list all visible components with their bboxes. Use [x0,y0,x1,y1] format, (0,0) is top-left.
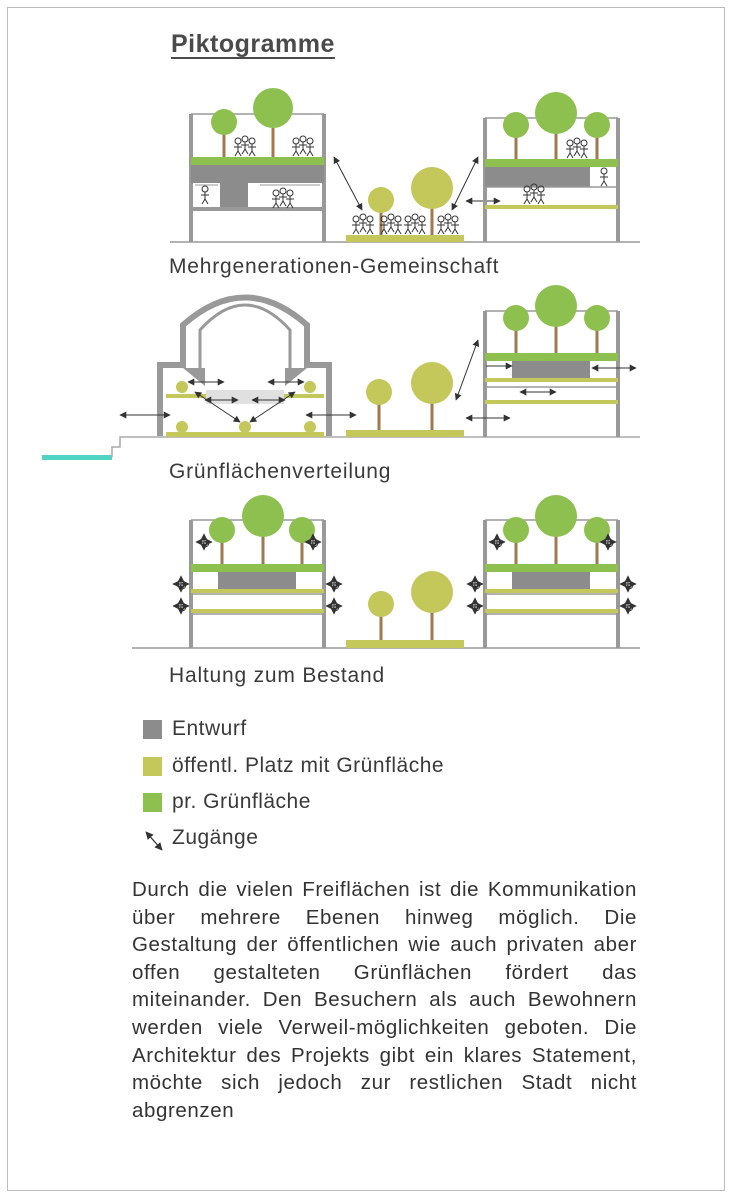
double-arrow-icon [143,829,162,848]
legend-item-zugaenge [143,826,258,850]
legend-item-entwurf [143,717,247,741]
legend-swatch-private-green [143,793,162,812]
description-text: Durch die vielen Freiflächen ist die Kommunikation über mehrere Ebenen hinweg möglich. Die Gestaltung der öffentlichen wie auch privaten aber offen gestalteten Grünflächen fördert das miteinander. Den Besuchern als auch Bewohnern werden viele Verweil-möglichkeiten geboten. Die Architektur des Projekts gibt ein klares Statement, möchte sich jedoch zur restlichen Stadt nicht abgrenzen [132,878,637,1122]
public-plaza-1 [334,157,500,242]
legend-label-public-green: öffentl. Platz mit Grünfläche [172,754,445,777]
legend-label-private-green: pr. Grünfläche [172,790,311,813]
diagram-mehrgenerationen [170,88,640,242]
public-plaza-3 [346,571,464,648]
caption-gruenflaechen: Grünflächenverteilung [169,460,392,483]
legend-swatch-public-green [143,757,162,776]
building-right [485,92,618,242]
building-left-3 [173,495,342,648]
diagram-gruenflaechen [42,285,640,460]
legend-swatch-entwurf [143,720,162,739]
water-line [42,455,112,460]
building-right-3 [467,495,636,648]
building-right-2 [456,285,636,437]
legend-item-private-green [143,790,311,814]
diagram-haltung [132,495,640,648]
arched-building [120,298,356,438]
legend-label-zugaenge: Zugänge [172,826,259,849]
building-left [191,88,324,242]
page-title: Piktogramme [171,30,335,58]
legend-label-entwurf: Entwurf [172,717,247,740]
public-plaza-2 [346,362,464,437]
caption-haltung: Haltung zum Bestand [169,664,385,687]
caption-mehrgenerationen: Mehrgenerationen-Gemeinschaft [169,255,500,278]
legend-item-public-green [143,754,444,778]
